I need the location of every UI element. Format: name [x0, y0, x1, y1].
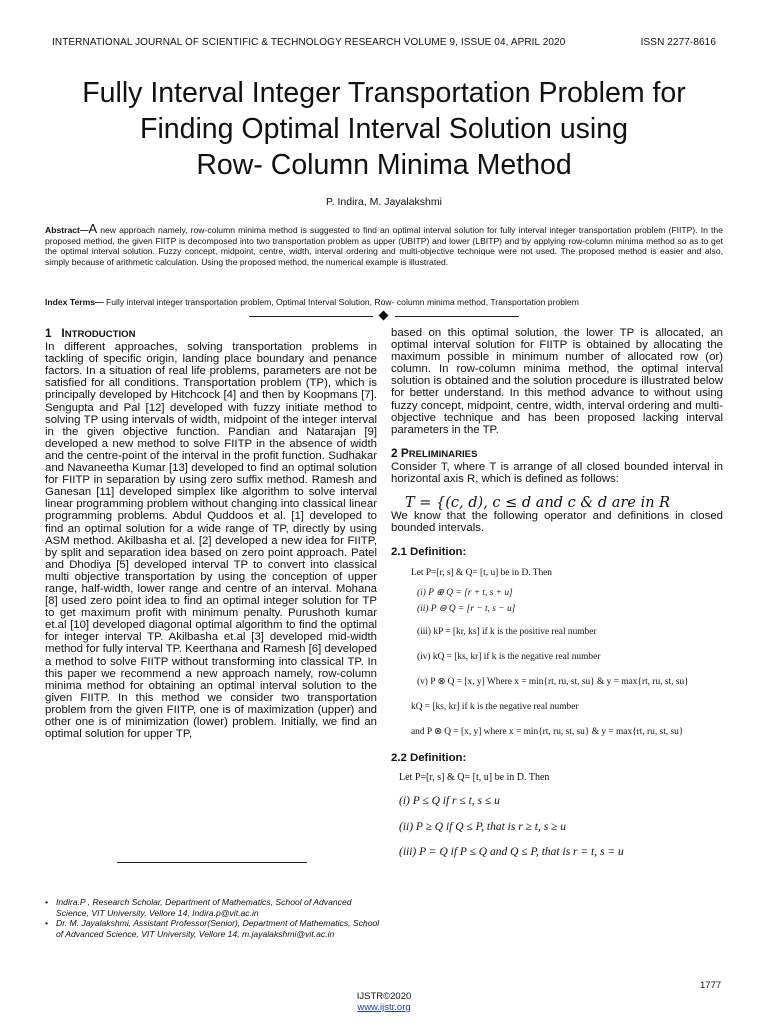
divider-line-left [249, 316, 373, 317]
definition-2-2 [399, 772, 723, 857]
copyright: IJSTR©2020 [356, 991, 412, 1002]
def2-line: (ii) P ≥ Q if Q ≤ P, that is r ≥ t, s ≥ u [399, 820, 566, 833]
definition-2-1 [411, 567, 723, 739]
def2-line: (iii) P = Q if P ≤ Q and Q ≤ P, that is r = t, s = u [399, 845, 624, 858]
preliminaries-body: Consider T, where T is arrange of all closed bounded interval in horizontal axis R, which is defined as follows: [391, 460, 723, 486]
def1-line: (i) P ⊕ Q = [r + t, s + u] [417, 587, 513, 598]
definition-2-2-heading: 2.2 Definition: [391, 752, 467, 765]
divider-line-right [395, 316, 519, 317]
def1-line: Let P=[r, s] & Q= [t, u] be in D. Then [411, 567, 552, 578]
issn-number: ISSN 2277-8616 [640, 37, 716, 48]
footnote-item [45, 918, 380, 939]
abstract-dropcap: A [88, 221, 98, 236]
definition-2-1-heading: 2.1 Definition: [391, 546, 467, 559]
index-terms [45, 297, 728, 308]
index-terms-label: Index Terms— [45, 297, 104, 307]
def1-line: (v) P ⊗ Q = [x, y] Where x = min{rt, ru, st, su} & y = max{rt, ru, st, su} [417, 676, 689, 687]
author-list: P. Indira, M. Jayalakshmi [326, 196, 442, 208]
def1-line: (iv) kQ = [ks, kr] if k is the negative real number [417, 651, 601, 662]
def1-line: (ii) P ⊖ Q = [r − t, s − u] [417, 603, 516, 614]
def2-line: Let P=[r, s] & Q= [t, u] be in D. Then [399, 772, 550, 784]
bullet-icon: • [45, 918, 49, 928]
abstract-label: Abstract— [45, 225, 89, 235]
footnote-item [45, 897, 380, 918]
section-heading-preliminaries: 2 PRELIMINARIES [391, 445, 478, 460]
def1-line: (iii) kP = [kr, ks] if k is the positive real number [417, 626, 597, 637]
footnote-text: Dr. M. Jayalakshmi, Assistant Professor(Senior), Department of Mathematics, School of Advanced Science, VIT University, Vellore 14, m.jayalakshmi@vit.ac.in [56, 918, 380, 939]
footnote-rule [117, 862, 307, 863]
title-line-1: Fully Interval Integer Transportation Problem for [82, 77, 686, 109]
running-header [52, 37, 716, 48]
paper-title [20, 75, 748, 183]
def1-line: and P ⊗ Q = [x, y] where x = min{rt, ru, st, su} & y = max{rt, ru, st, su} [411, 727, 684, 738]
index-terms-text: Fully interval integer transportation problem, Optimal Interval Solution, Row- column minima method, Transportation problem [103, 297, 579, 307]
set-definition-formula: T = {(c, d), c ≤ d and c & d are in R [405, 495, 671, 512]
abstract [45, 221, 723, 267]
abstract-text: new approach namely, row-column minima method is suggested to find an optimal interval solution for fully interval integer transportation problem (FIITP). In the proposed method, the given FIITP is decomposed into two transportation problem as upper (UBITP) and lower (LBITP) and by applying row-column minima method so as to get the optimal interval solution. Fuzzy concept, midpoint, centre, width, interval ordering and multi-objective technique were not used. The proposed method is easier and also, simply because of arithmetic calculation. Using the proposed method, the numerical example is illustrated. [45, 225, 723, 267]
section-divider [249, 312, 519, 322]
diamond-icon [379, 311, 389, 321]
bullet-icon: • [45, 897, 49, 907]
introduction-body: In different approaches, solving transportation problems in tackling of specific origin, landing place boundary and penance factors. In a situation of real life problems, parameters are not be satisfied for all conditions. Transportation problem (TP), which is principally developed by Hitchcock [4] and then by Koopmans [7]. Sengupta and Pal [12] developed with fuzzy initiate method to solving TP using intervals of width, midpoint of the integer interval in the given objective function. Pandian and Natarajan [9] developed a new method to solve FIITP in the absence of width and the centre-point of the interval in the profit function. Sudhakar and Navaneetha Kumar [13] developed to find an optimal solution for FIITP in separation by using zero suffix method. Ramesh and Ganesan [11] developed simplex like algorithm to solve interval linear programming problem without changing into classical linear programming problems. Abdul Quddoos et al. [1] developed to find an optimal solution for a wide range of TP, directly by using ASM method. Akilbasha et al. [2] developed a new idea for FIITP, by split and separation idea based on zero point approach. Patel and Dhodiya [5] developed interval TP to convert into classical multi objective transportation by using the conception of upper range, half-width, lower range and centre of an interval. Mohana [8] used zero point idea to find an optimal integer solution for TP to get maximum profit with minimum penalty. Purushoth kumar et.al [10] developed diagonal optimal algorithm to find the optimal for integer interval TP. Akilbasha et.al [3] developed mid-width method for fully interval TP. Keerthana and Ramesh [6] developed a method to solve FIITP without transforming into classical TP. In this paper we recommend a new approach namely, row-column minima method for obtaining an optimal interval solution to the given FIITP. In this method we consider two transportation problem from the given FIITP, one is of maximization (upper) and other one is of minimization (lower) problem. Initially, we find an optimal solution for upper TP, [45, 341, 378, 741]
def2-line: (i) P ≤ Q if r ≤ t, s ≤ u [399, 795, 500, 808]
title-line-3: Row- Column Minima Method [196, 149, 572, 181]
journal-website-link[interactable]: www.ijstr.org [357, 1002, 411, 1013]
page-number: 1777 [700, 980, 722, 991]
author-footnotes [45, 897, 380, 939]
footnote-text: Indira.P , Research Scholar, Department of Mathematics, School of Advanced Science, VIT University, Vellore 14, Indira.p@vit.ac.in [56, 897, 352, 918]
section-heading-introduction: 1 INTRODUCTION [45, 326, 136, 340]
journal-header: INTERNATIONAL JOURNAL OF SCIENTIFIC & TECHNOLOGY RESEARCH VOLUME 9, ISSUE 04, APRIL 2020 [52, 37, 566, 48]
left-column [45, 327, 377, 740]
title-line-2: Finding Optimal Interval Solution using [140, 113, 628, 145]
introduction-continued: based on this optimal solution, the lower TP is allocated, an optimal interval solution for FIITP is obtained by allocating the maximum possible in minimum number of allocated row (or) column. In row-column minima method, the optimal interval solution is obtained and the solution procedure is illustrated below for better understand. In this method advance to without using fuzzy concept, midpoint, centre, width, interval ordering and multi-objective technique and has been proposed lacking interval parameters in the TP. [391, 327, 723, 436]
right-column [391, 327, 723, 858]
page-footer [0, 991, 768, 1013]
def1-line: kQ = [ks, kr] if k is the negative real number [411, 702, 579, 713]
preliminaries-after: We know that the following operator and definitions in closed bounded intervals. [391, 510, 723, 535]
